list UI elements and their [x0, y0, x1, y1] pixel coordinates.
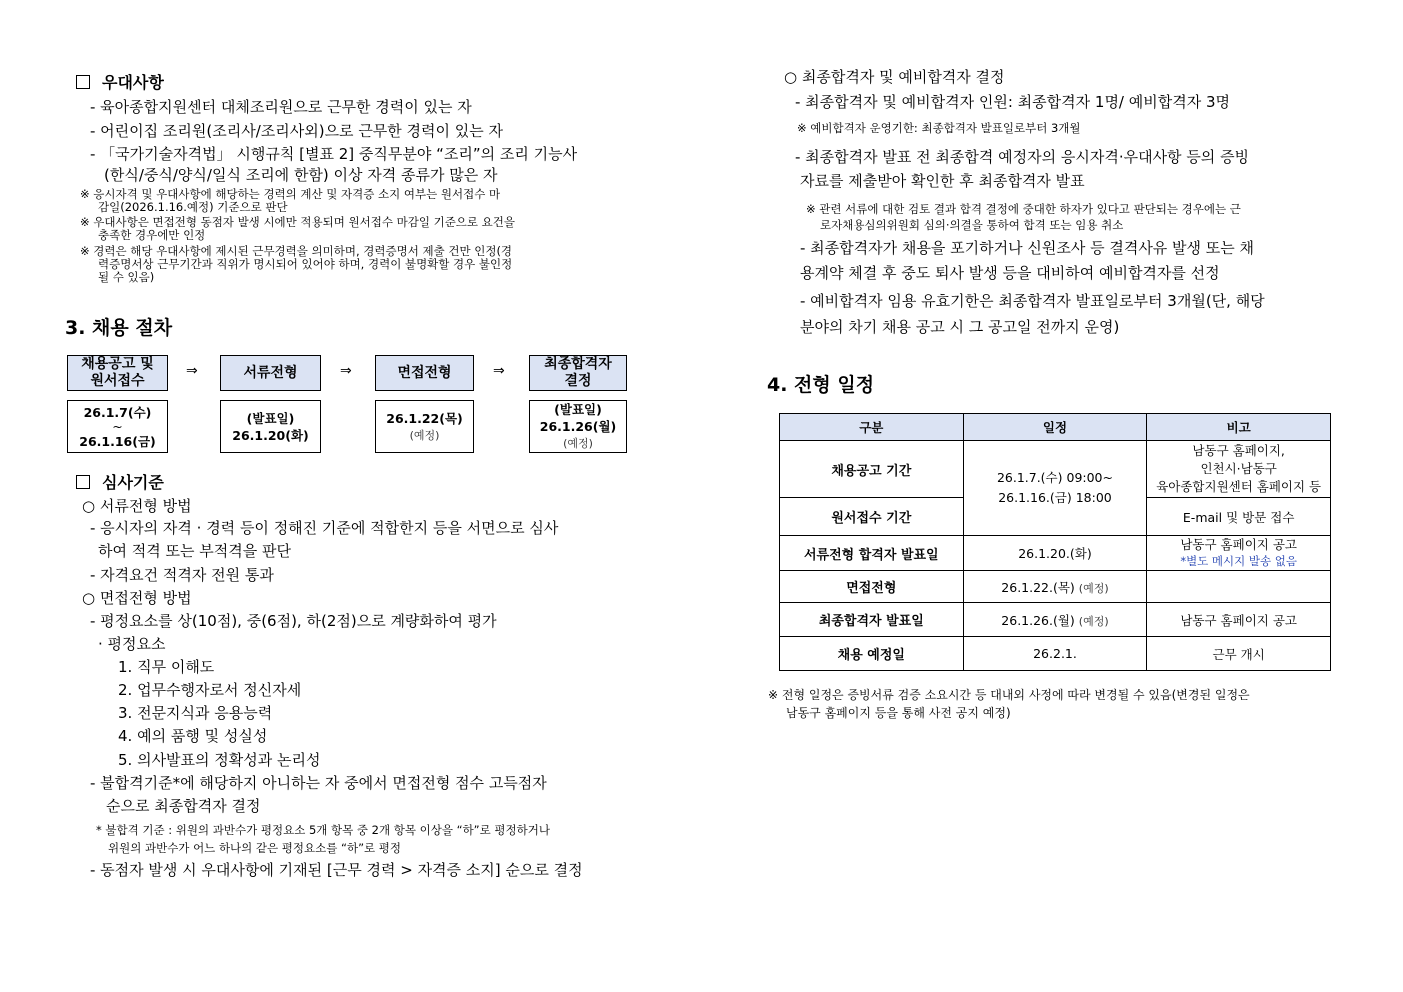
interview-item: · 평정요소 [98, 635, 166, 653]
flow-date-interview: 26.1.22(목) (예정) [375, 400, 474, 453]
table-header: 일정 [963, 414, 1147, 441]
tie-rule: - 동점자 발생 시 우대사항에 기재된 [근무 경력 > 자격증 소지] 순으로 결정 [90, 861, 583, 879]
factor-item: 4. 예의 품행 및 성실성 [118, 727, 268, 745]
procedure-heading: 3. 채용 절차 [65, 317, 173, 339]
factor-item: 1. 직무 이해도 [118, 658, 215, 676]
flow-step-recruit: 채용공고 및 원서접수 [67, 355, 168, 391]
table-row: 채용 예정일 26.2.1. 근무 개시 [780, 637, 1331, 671]
checkbox-square-icon [76, 475, 90, 489]
flow-step-final: 최종합격자 결정 [529, 355, 627, 391]
flow-date-document: (발표일) 26.1.20(화) [220, 400, 321, 453]
final-reserve: 용계약 체결 후 중도 퇴사 발생 등을 대비하여 예비합격자를 선정 [800, 264, 1220, 282]
final-verify: - 최종합격자 발표 전 최종합격 예정자의 응시자격·우대사항 등의 증빙 [795, 148, 1250, 166]
table-row: 채용공고 기간 26.1.7.(수) 09:00~ 26.1.16.(금) 18:00 남동구 홈페이지, 인천시·남동구 육아종합지원센터 홈페이지 등 [780, 441, 1331, 498]
table-header: 구분 [780, 414, 964, 441]
arrow-right-icon: ⇒ [340, 363, 352, 379]
doc-item: 하여 적격 또는 부적격을 판단 [98, 542, 291, 560]
fail-criteria: - 불합격기준*에 해당하지 아니하는 자 중에서 면접전형 점수 고득점자 [90, 774, 547, 792]
preference-item: - 어린이집 조리원(조리사/조리사외)으로 근무한 경력이 있는 자 [90, 122, 504, 140]
flow-step-interview: 면접전형 [375, 355, 474, 391]
preference-note: ※ 우대사항은 면접전형 동점자 발생 시에만 적용되며 원서접수 마감일 기준으로 요건을 충족한 경우에만 인정 [80, 215, 516, 242]
final-heading: ○ 최종합격자 및 예비합격자 결정 [784, 68, 1005, 86]
schedule-table [779, 413, 1331, 671]
preference-item: - 「국가기술자격법」 시행규칙 [별표 2] 중직무분야 “조리”의 조리 기능사 [90, 145, 578, 163]
checkbox-square-icon [76, 75, 90, 89]
preference-item: (한식/중식/양식/일식 조리에 한함) 이상 자격 종류가 많은 자 [104, 166, 498, 184]
doc-method-title: ○ 서류전형 방법 [82, 497, 192, 515]
arrow-right-icon: ⇒ [493, 363, 505, 379]
table-row: 서류전형 합격자 발표일 26.1.20.(화) 남동구 홈페이지 공고 *별도 메시지 발송 없음 [780, 536, 1331, 571]
schedule-heading: 4. 전형 일정 [767, 374, 875, 396]
table-row: 면접전형 26.1.22.(목) (예정) [780, 571, 1331, 603]
flow-date-recruit: 26.1.7(수) ~ 26.1.16(금) [67, 400, 168, 453]
table-row: 원서접수 기간 E-mail 및 방문 접수 [780, 498, 1331, 536]
criteria-heading: 심사기준 [76, 470, 164, 493]
table-row: 최종합격자 발표일 26.1.26.(월) (예정) 남동구 홈페이지 공고 [780, 603, 1331, 637]
factor-item: 3. 전문지식과 응용능력 [118, 704, 273, 722]
doc-item: - 응시자의 자격 · 경력 등이 정해진 기준에 적합한지 등을 서면으로 심사 [90, 519, 559, 537]
preference-note: ※ 경력은 해당 우대사항에 제시된 근무경력을 의미하며, 경력증명서 제출 건만 인정(경 력증명서상 근무기간과 직위가 명시되어 있어야 하며, 경력이 불명확할 경우 불인정 될 수 있음) [80, 244, 513, 284]
factor-item: 5. 의사발표의 정확성과 논리성 [118, 751, 321, 769]
flow-date-final: (발표일) 26.1.26(월) (예정) [529, 400, 627, 453]
arrow-right-icon: ⇒ [186, 363, 198, 379]
table-header: 비고 [1147, 414, 1331, 441]
final-valid: - 예비합격자 임용 유효기한은 최종합격자 발표일로부터 3개월(단, 해당 [800, 292, 1265, 310]
fail-note: 위원의 과반수가 어느 하나의 같은 평정요소를 “하”로 평정 [108, 841, 402, 855]
final-verify-note: 로자채용심의위원회 심의·의결을 통하여 합격 또는 임용 취소 [820, 218, 1124, 232]
final-valid: 분야의 차기 채용 공고 시 그 공고일 전까지 운영) [800, 318, 1120, 336]
interview-item: - 평정요소를 상(10점), 중(6점), 하(2점)으로 계량화하여 평가 [90, 612, 497, 630]
flow-step-document: 서류전형 [220, 355, 321, 391]
final-verify: 자료를 제출받아 확인한 후 최종합격자 발표 [800, 172, 1085, 190]
fail-criteria: 순으로 최종합격자 결정 [106, 797, 261, 815]
interview-method-title: ○ 면접전형 방법 [82, 589, 192, 607]
merged-date-cell: 26.1.7.(수) 09:00~ 26.1.16.(금) 18:00 [963, 441, 1147, 536]
final-verify-note: ※ 관련 서류에 대한 검토 결과 합격 결정에 중대한 하자가 있다고 판단되는 경우에는 근 [806, 202, 1241, 216]
factor-item: 2. 업무수행자로서 정신자세 [118, 681, 302, 699]
final-reserve: - 최종합격자가 채용을 포기하거나 신원조사 등 결격사유 발생 또는 채 [800, 239, 1255, 257]
final-count-note: ※ 예비합격자 운영기한: 최종합격자 발표일로부터 3개월 [797, 121, 1081, 135]
preference-item: - 육아종합지원센터 대체조리원으로 근무한 경력이 있는 자 [90, 98, 472, 116]
preference-note: ※ 응시자격 및 우대사항에 해당하는 경력의 계산 및 자격증 소지 여부는 원서접수 마 감일(2026.1.16.예정) 기준으로 판단 [80, 187, 501, 214]
schedule-note: ※ 전형 일정은 증빙서류 검증 소요시간 등 대내외 사정에 따라 변경될 수 있음(변경된 일정은 남동구 홈페이지 등을 통해 사전 공지 예정) [768, 688, 1250, 720]
fail-note: * 불합격 기준 : 위원의 과반수가 평정요소 5개 항목 중 2개 항목 이상을 “하”로 평정하거나 [96, 823, 550, 837]
doc-item: - 자격요건 적격자 전원 통과 [90, 566, 274, 584]
preference-heading: 우대사항 [76, 70, 164, 93]
final-count: - 최종합격자 및 예비합격자 인원: 최종합격자 1명/ 예비합격자 3명 [795, 93, 1231, 111]
